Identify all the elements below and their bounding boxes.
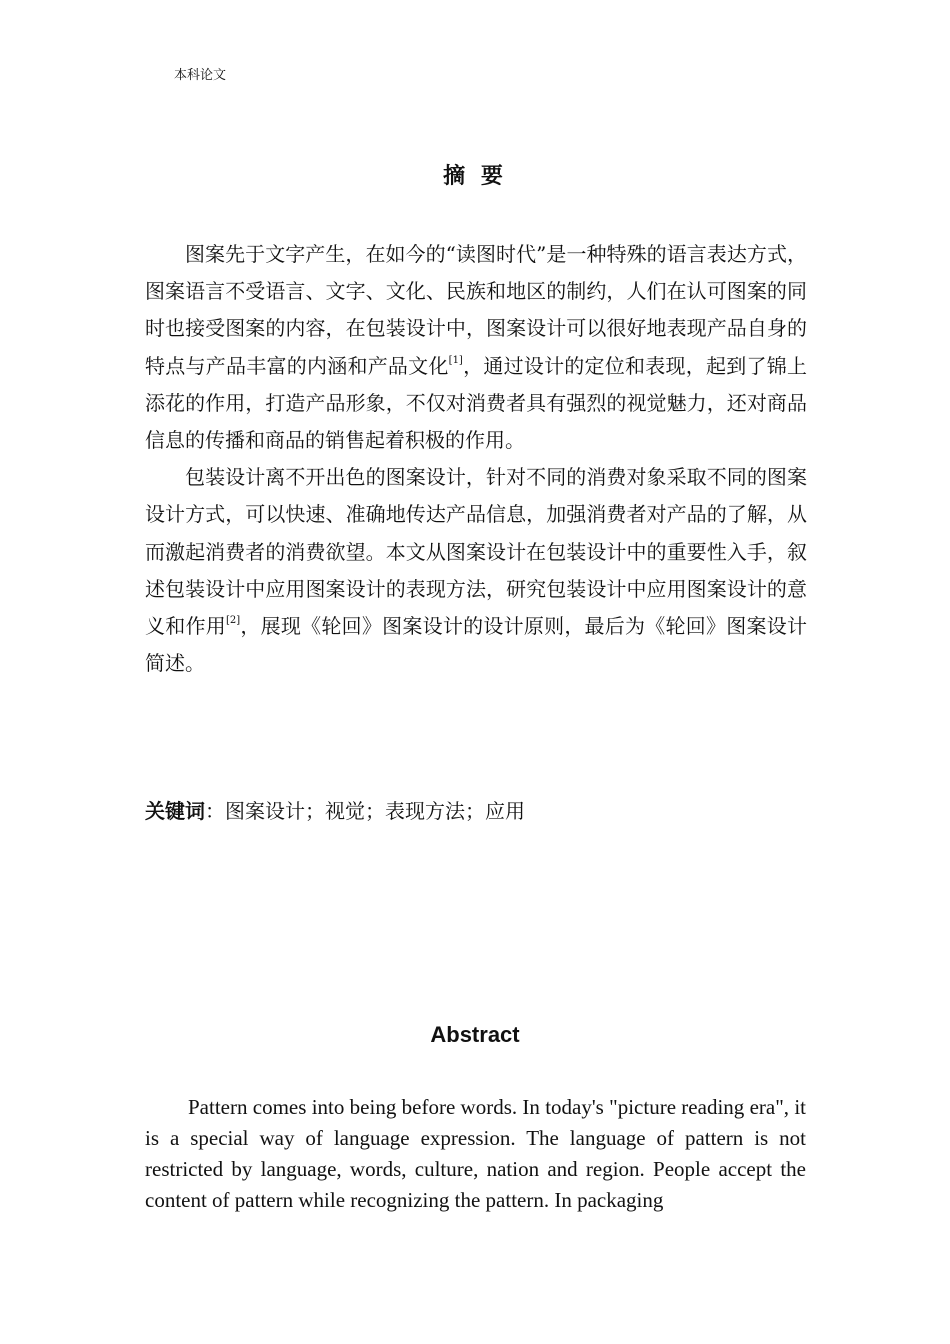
abstract-title-en: Abstract [430,1022,520,1047]
paragraph-text: 包装设计离不开出色的图案设计，针对不同的消费对象采取不同的图案设计方式，可以快速、准确地传达产品信息，加强消费者对产品的了解，从而激起消费者的消费欲望。本文从图案设计在包装设计中的重要性入手，叙述包装设计中应用图案设计的表现方法，研究包装设计中应用图案设计的意义和作用 [145,465,807,639]
paragraph-text-tail: ，展现《轮回》图案设计的设计原则，最后为《轮回》图案设计简述。 [145,614,808,676]
abstract-paragraph-2 [145,459,807,682]
abstract-body-cn [145,236,807,682]
citation-ref-1: [1] [448,354,463,366]
keywords-separator: ： [205,799,225,823]
page-header-label: 本科论文 [174,68,227,83]
paragraph-text-tail: ，通过设计的定位和表现，起到了锦上添花的作用，打造产品形象，不仅对消费者具有强烈的视觉魅力，还对商品信息的传播和商品的销售起着积极的作用。 [145,353,808,453]
citation-ref-2: [2] [225,615,241,627]
keywords-line [145,794,525,828]
keywords-label: 关键词 [145,799,205,823]
paragraph-text: 图案先于文字产生，在如今的“读图时代”是一种特殊的语言表达方式，图案语言不受语言、文字、文化、民族和地区的制约，人们在认可图案的同时也接受图案的内容，在包装设计中，图案设计可以很好地表现产品自身的特点与产品丰富的内涵和产品文化 [145,242,807,378]
abstract-paragraph-1 [145,236,807,459]
abstract-body-en [145,1092,806,1216]
abstract-title-cn: 摘 要 [443,164,507,189]
abstract-en-paragraph-1: Pattern comes into being before words. In today's "picture reading era", it is a special way of language expression. The language of pattern is not restricted by language, words, culture, nation and region. People accept the content of pattern while recognizing the pattern. In packaging [145,1095,806,1212]
keywords-value: 图案设计；视觉；表现方法；应用 [225,799,525,823]
